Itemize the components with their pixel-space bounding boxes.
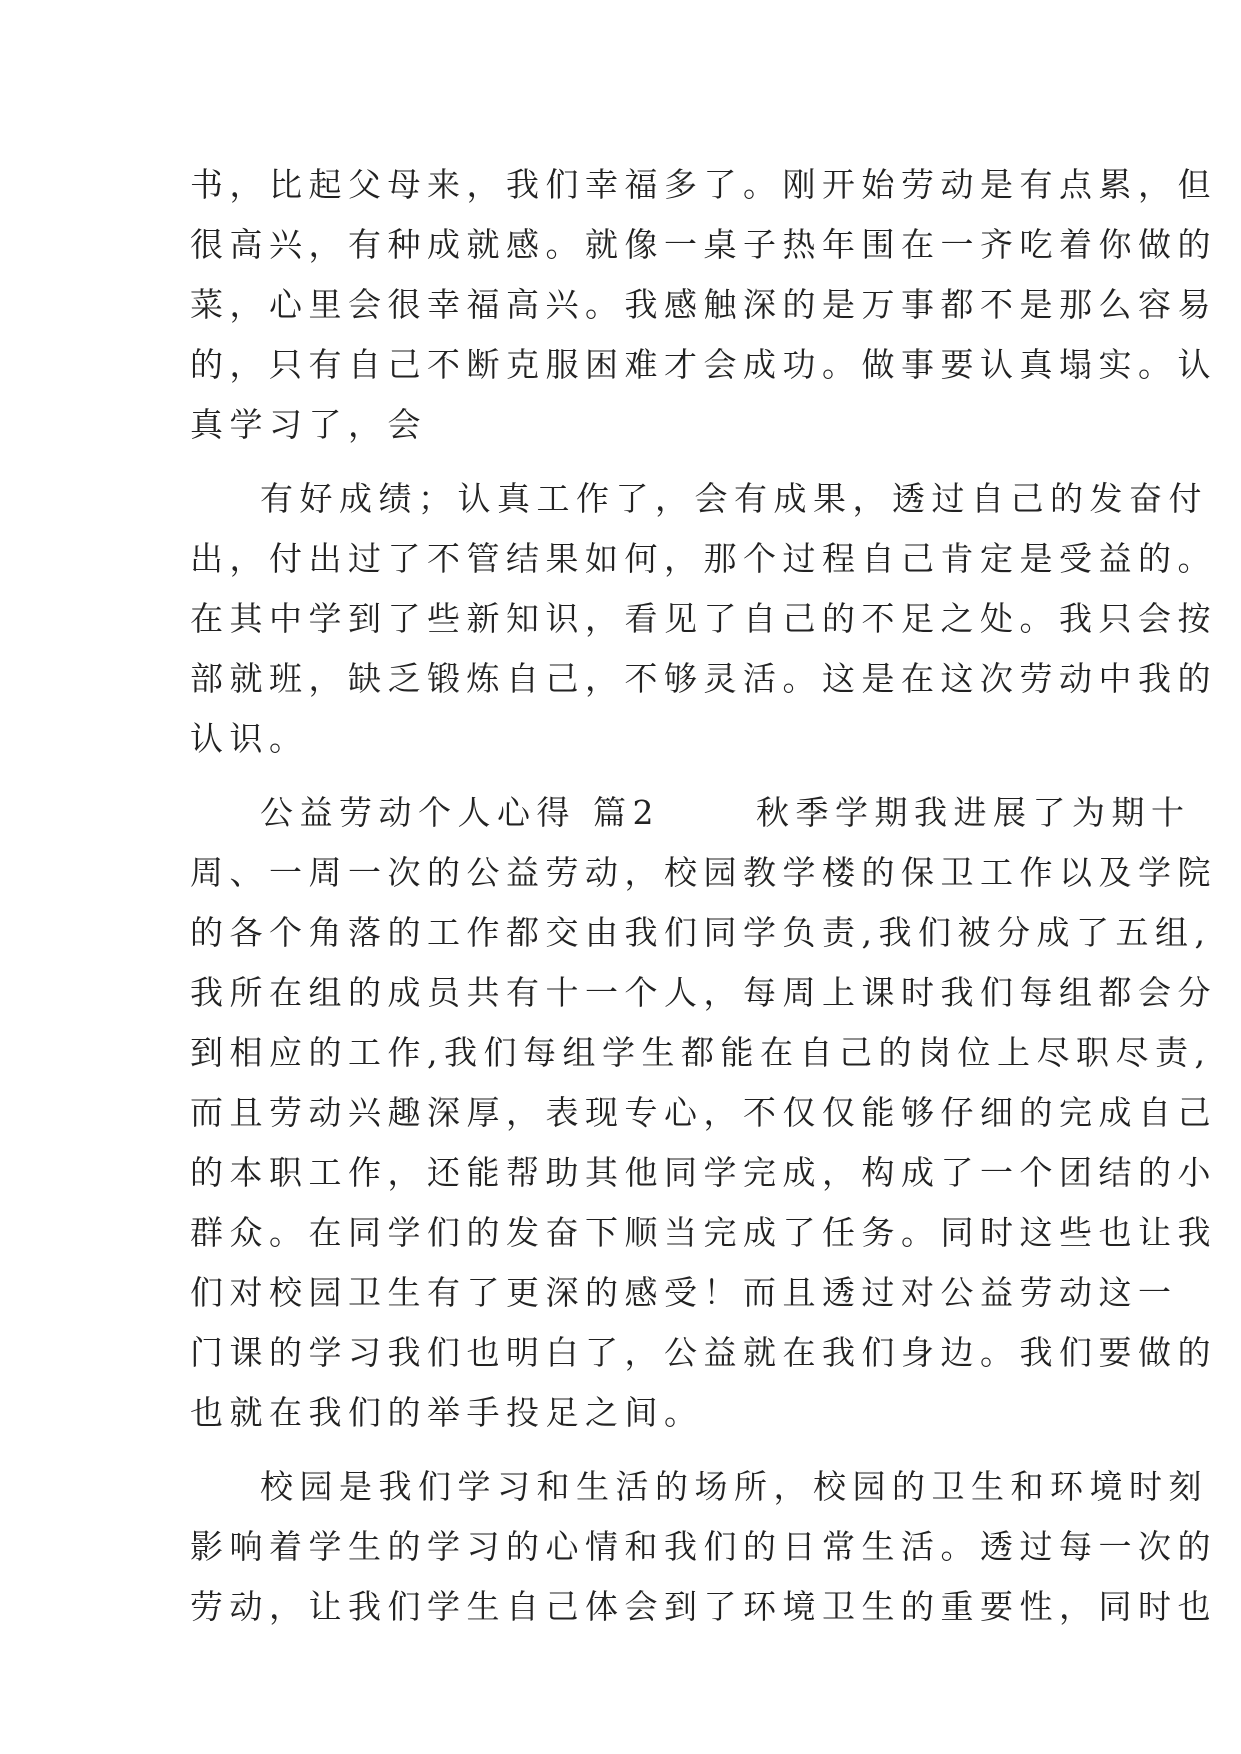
text-line: 而且劳动兴趣深厚，表现专心，不仅仅能够仔细的完成自己	[190, 1093, 1217, 1132]
document-body	[190, 155, 1217, 1637]
paragraph-spacer	[190, 1443, 1070, 1457]
text-line: 的各个角落的工作都交由我们同学负责,我们被分成了五组,	[190, 913, 1212, 952]
paragraph-4	[190, 1457, 1217, 1637]
text-line: 公益劳动个人心得 篇2 秋季学期我进展了为期十	[260, 793, 1191, 832]
text-line: 认识。	[190, 719, 309, 758]
paragraph-3	[190, 783, 1217, 1443]
text-line: 我所在组的成员共有十一个人，每周上课时我们每组都会分	[190, 973, 1217, 1012]
text-line: 很高兴，有种成就感。就像一桌子热年围在一齐吃着你做的	[190, 225, 1217, 264]
text-line: 菜，心里会很幸福高兴。我感触深的是万事都不是那么容易	[190, 285, 1217, 324]
text-line: 的，只有自己不断克服困难才会成功。做事要认真塌实。认	[190, 345, 1217, 384]
text-line: 们对校园卫生有了更深的感受！而且透过对公益劳动这一	[190, 1273, 1178, 1312]
text-line: 群众。在同学们的发奋下顺当完成了任务。同时这些也让我	[190, 1213, 1217, 1252]
text-line: 真学习了，会	[190, 405, 427, 444]
text-line: 也就在我们的举手投足之间。	[190, 1393, 704, 1432]
text-line: 到相应的工作,我们每组学生都能在自己的岗位上尽职尽责,	[190, 1033, 1212, 1072]
text-line: 出，付出过了不管结果如何，那个过程自己肯定是受益的。	[190, 539, 1217, 578]
text-line: 影响着学生的学习的心情和我们的日常生活。透过每一次的	[190, 1527, 1217, 1566]
paragraph-1	[190, 155, 1217, 455]
paragraph-spacer	[190, 455, 1070, 469]
text-line: 门课的学习我们也明白了，公益就在我们身边。我们要做的	[190, 1333, 1217, 1372]
paragraph-2	[190, 469, 1217, 769]
text-line: 周、一周一次的公益劳动，校园教学楼的保卫工作以及学院	[190, 853, 1217, 892]
text-line: 在其中学到了些新知识，看见了自己的不足之处。我只会按	[190, 599, 1217, 638]
text-line: 校园是我们学习和生活的场所，校园的卫生和环境时刻	[260, 1467, 1208, 1506]
paragraph-spacer	[190, 769, 1070, 783]
text-line: 部就班，缺乏锻炼自己，不够灵活。这是在这次劳动中我的	[190, 659, 1217, 698]
text-line: 的本职工作，还能帮助其他同学完成，构成了一个团结的小	[190, 1153, 1217, 1192]
text-line: 劳动，让我们学生自己体会到了环境卫生的重要性，同时也	[190, 1587, 1217, 1626]
text-line: 书，比起父母来，我们幸福多了。刚开始劳动是有点累，但	[190, 165, 1217, 204]
text-line: 有好成绩；认真工作了，会有成果，透过自己的发奋付	[260, 479, 1208, 518]
